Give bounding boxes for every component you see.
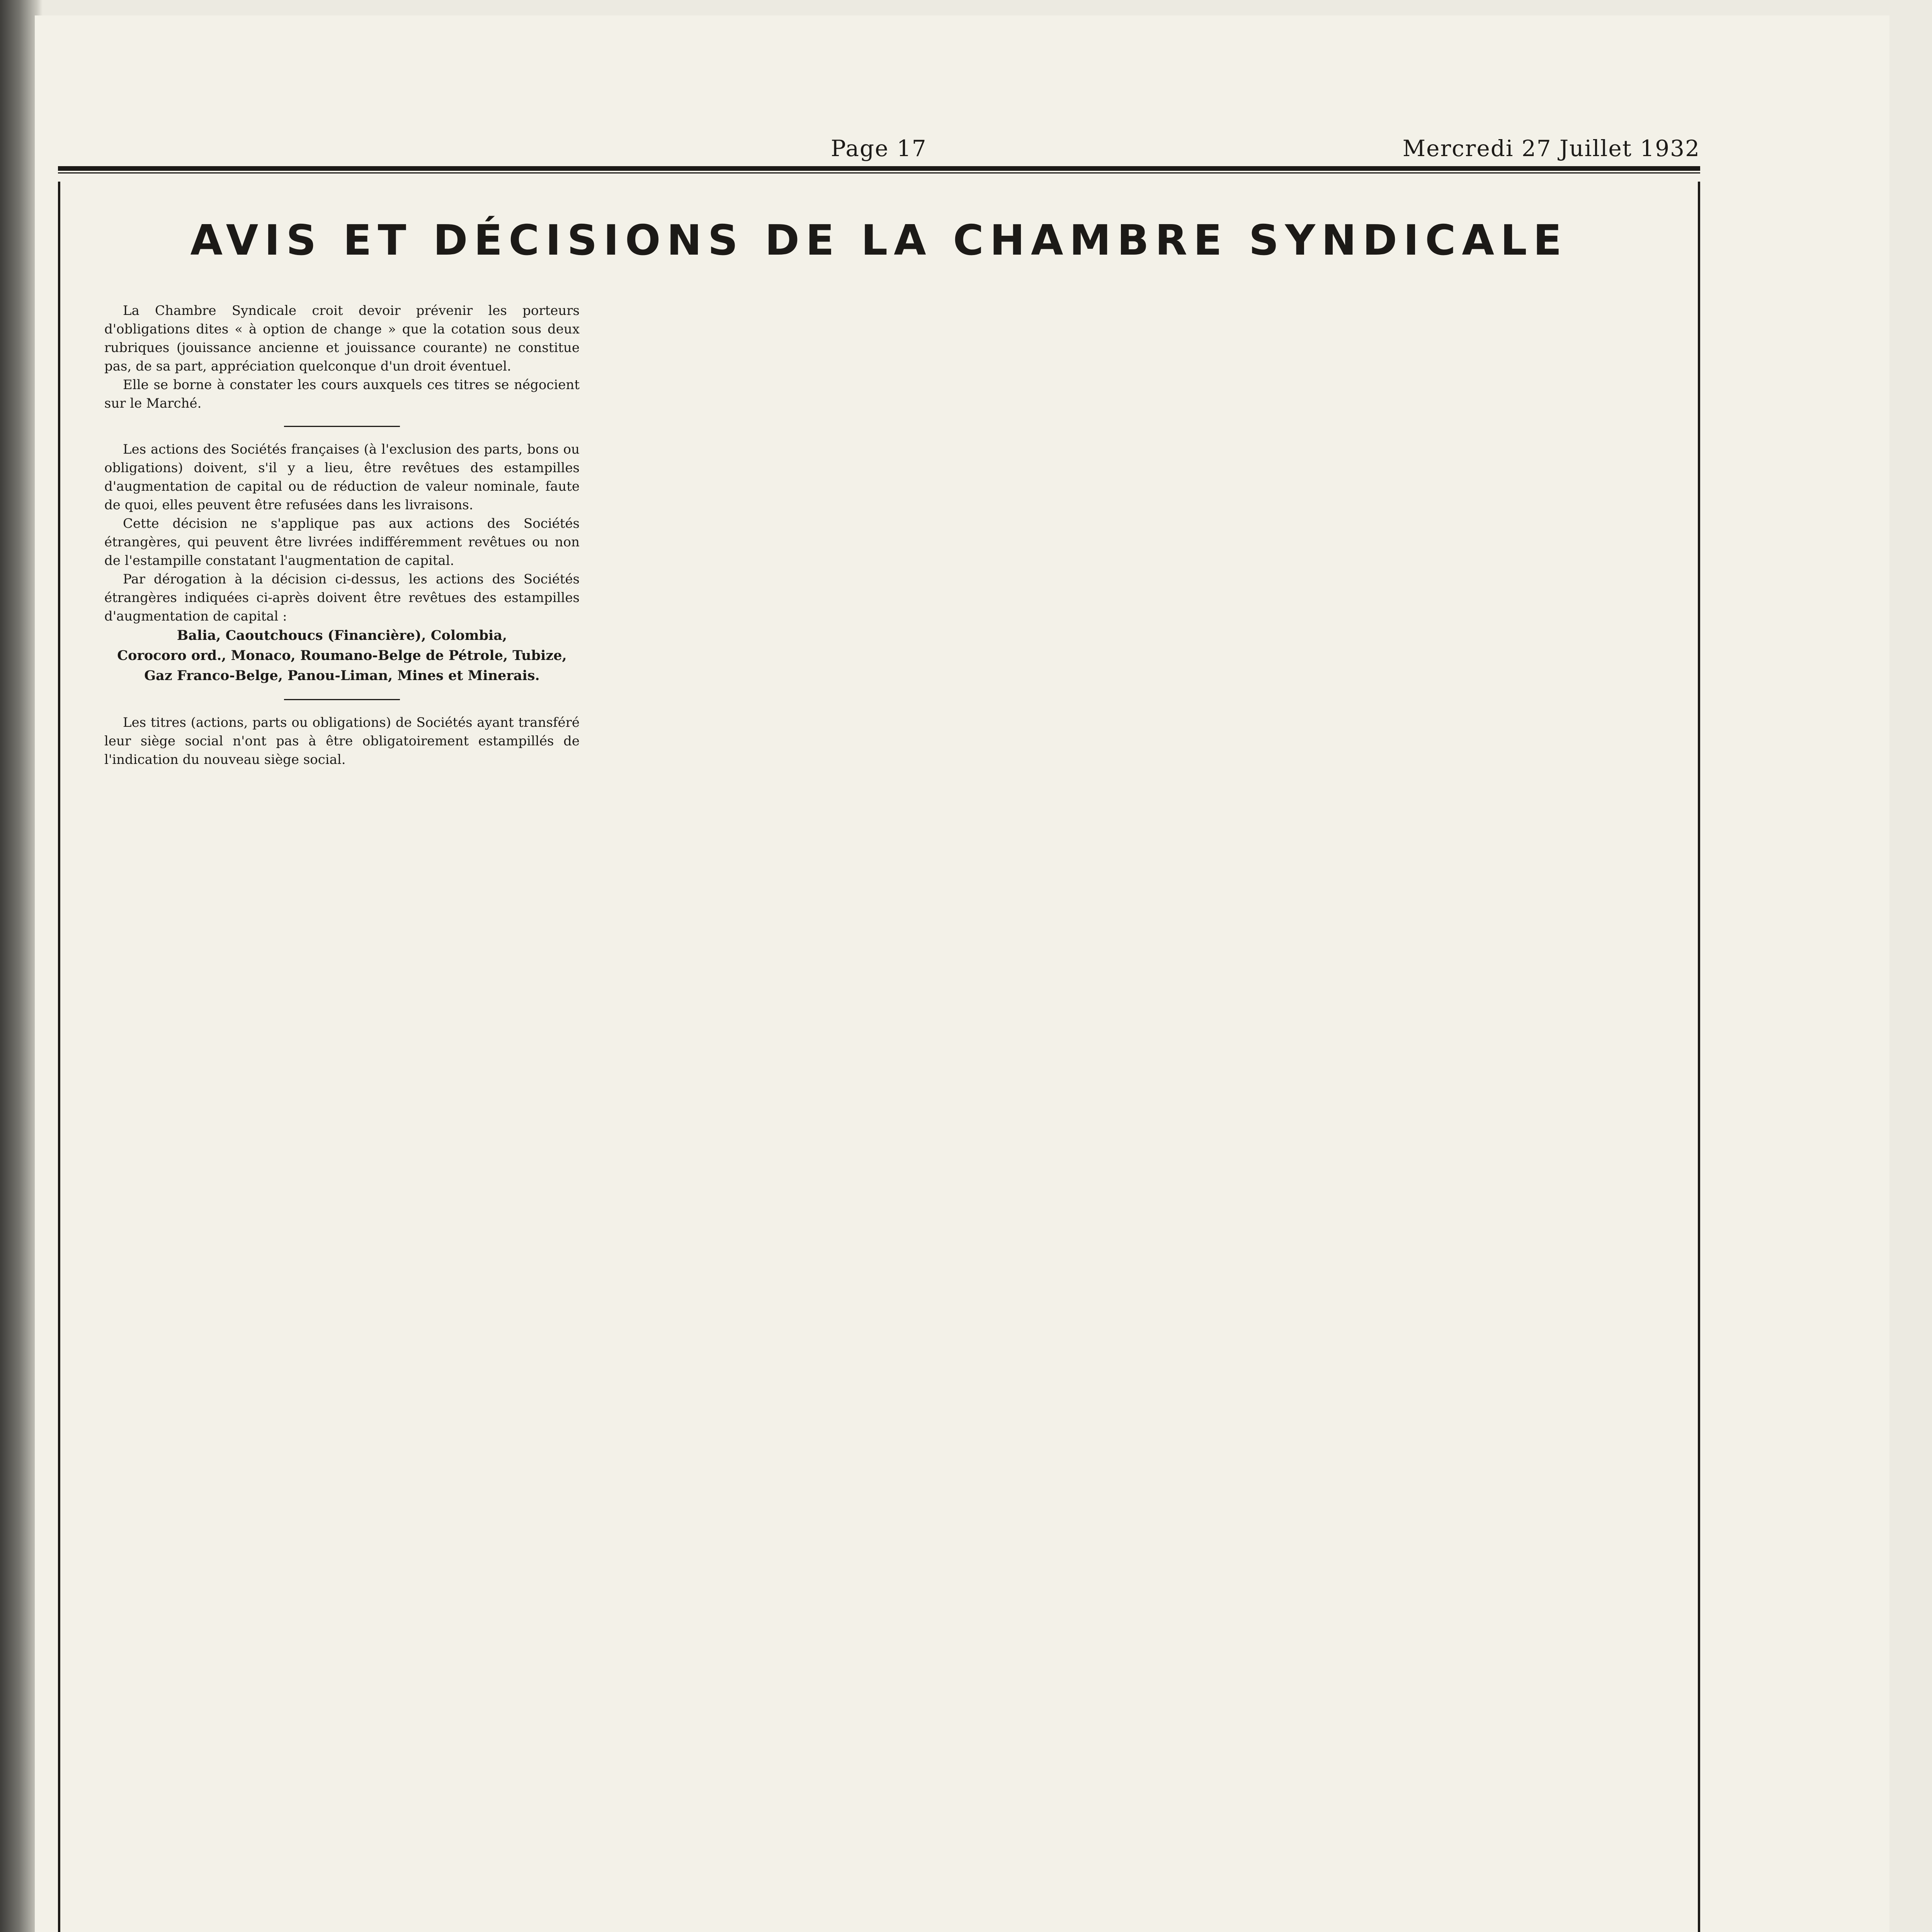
notice-option-de-change: La Chambre Syndicale croit devoir prévenir les porteurs d'obligations dites « à option de change » que la cotation sous deux rubriques (jouissance ancienne et jouissance courante) ne constitue pas, de sa part, appréciation quelconque d'un droit éventuel. xyxy=(104,303,580,374)
page-header xyxy=(58,128,1700,162)
section-divider xyxy=(284,426,400,427)
issue-date: Mercredi 27 Juillet 1932 xyxy=(1402,135,1700,162)
company-list-line: Corocoro ord., Monaco, Roumano-Belge de Pétrole, Tubize, xyxy=(117,648,567,663)
company-list-line: Gaz Franco-Belge, Panou-Liman, Mines et Minerais. xyxy=(144,668,540,684)
notice-derogation: Par dérogation à la décision ci-dessus, les actions des Sociétés étrangères indiquées ci-après doivent être revêtues des estampilles d'augmentation de capital : xyxy=(104,571,580,624)
company-list xyxy=(104,626,580,686)
chambre-syndicale-title: AVIS ET DÉCISIONS DE LA CHAMBRE SYNDICALE xyxy=(190,216,1568,265)
chambre-syndicale-column-1 xyxy=(104,301,580,769)
section-divider xyxy=(284,699,400,700)
notice-cours-marche: Elle se borne à constater les cours auxquels ces titres se négocient sur le Marché. xyxy=(104,377,580,411)
page-number: Page 17 xyxy=(831,135,927,162)
notice-estampilles-actions: Les actions des Sociétés françaises (à l'exclusion des parts, bons ou obligations) doivent, s'il y a lieu, être revêtues des estampilles d'augmentation de capital ou de réduction de valeur nominale, faute de quoi, elles peuvent être refusées dans les livraisons. xyxy=(104,442,580,513)
company-list-line: Balia, Caoutchoucs (Financière), Colombia, xyxy=(177,628,507,643)
header-rule xyxy=(58,166,1700,173)
notice-societes-etrangeres: Cette décision ne s'applique pas aux actions des Sociétés étrangères, qui peuvent être livrées indifféremment revêtues ou non de l'estampille constatant l'augmentation de capital. xyxy=(104,516,580,568)
notice-transfert-siege: Les titres (actions, parts ou obligations) de Sociétés ayant transféré leur siège social n'ont pas à être obligatoirement estampillés de l'indication du nouveau siège social. xyxy=(104,715,580,767)
